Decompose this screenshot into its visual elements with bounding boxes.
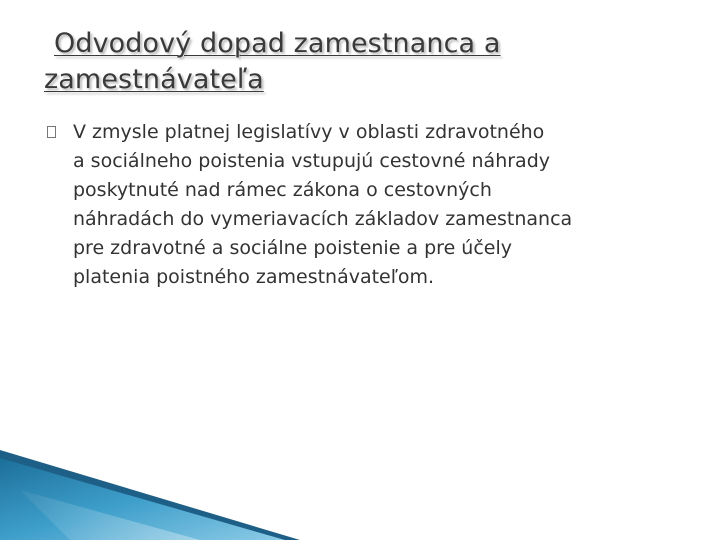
- slide-body: [44, 118, 684, 292]
- slide-title: [44, 26, 664, 98]
- title-line-1: Odvodový dopad zamestnanca a: [54, 28, 501, 59]
- bullet-text: V zmysle platnej legislatívy v oblasti zdravotného a sociálneho poistenia vstupujú cestovné náhrady poskytnuté nad rámec zákona o cestovných náhradách do vymeriavacích základov zamestnanca pre zdravotné a sociálne poistenie a pre účely platenia poistného zamestnávateľom.: [73, 121, 573, 288]
- bullet-item: [44, 118, 684, 292]
- title-line-2: zamestnávateľa: [44, 64, 264, 95]
- corner-decoration: [0, 450, 300, 540]
- square-bullet-icon: [47, 126, 56, 138]
